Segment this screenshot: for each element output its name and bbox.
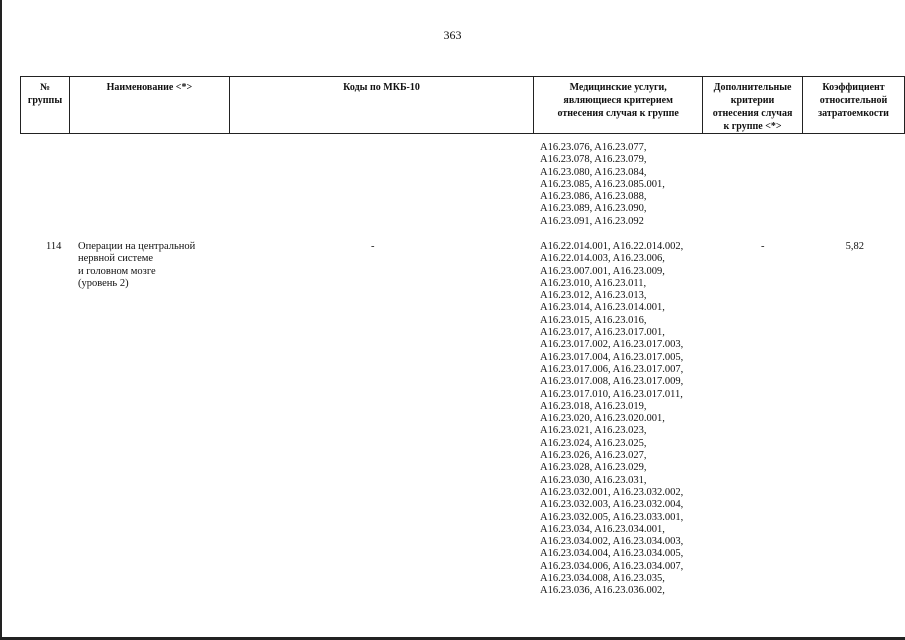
group-name-line: (уровень 2) — [78, 277, 129, 289]
code-line: A16.23.034.006, A16.23.034.007, — [540, 560, 684, 572]
header-services-line: отнесения случая к группе — [557, 108, 679, 119]
header-extra-criteria — [703, 77, 803, 134]
code-line: A16.23.017.004, A16.23.017.005, — [540, 351, 684, 363]
code-line: A16.23.032.003, A16.23.032.004, — [540, 499, 684, 511]
code-line: A16.23.076, A16.23.077, — [540, 142, 647, 153]
header-coef-line: затратоемкости — [818, 108, 889, 119]
code-line: A16.23.010, A16.23.011, — [540, 277, 647, 289]
page-border-left — [0, 0, 2, 640]
header-coef-line: относительной — [819, 95, 888, 106]
header-medical-services — [534, 77, 703, 134]
header-extra-line: критерии — [730, 95, 775, 106]
code-line: A16.23.017.010, A16.23.017.011, — [540, 388, 683, 400]
code-line: A16.23.028, A16.23.029, — [540, 462, 647, 474]
page-number: 363 — [443, 28, 462, 42]
code-line: A16.23.085, A16.23.085.001, — [540, 178, 665, 190]
header-name — [69, 77, 229, 134]
header-extra-line: Дополнительные — [713, 82, 792, 93]
code-line: A16.23.034.008, A16.23.035, — [540, 573, 665, 585]
code-line: A16.23.017.002, A16.23.017.003, — [540, 339, 684, 351]
code-line: A16.23.017.006, A16.23.017.007, — [540, 363, 684, 375]
code-line: A16.23.020, A16.23.020.001, — [540, 413, 665, 425]
header-mkb-line: Коды по МКБ-10 — [343, 82, 420, 93]
code-line: A16.23.012, A16.23.013, — [540, 290, 647, 302]
header-group-no-line: группы — [27, 95, 63, 106]
code-line: A16.23.030, A16.23.031, — [540, 474, 647, 486]
group-number: 114 — [46, 241, 62, 252]
code-line: A16.23.021, A16.23.023, — [540, 425, 647, 437]
code-line: A16.23.015, A16.23.016, — [540, 314, 647, 326]
code-line: A16.23.032.001, A16.23.032.002, — [540, 486, 684, 498]
code-line: A16.23.080, A16.23.084, — [540, 166, 647, 178]
code-line: A16.23.089, A16.23.090, — [540, 203, 647, 215]
header-extra-line: отнесения случая — [712, 108, 793, 119]
group-name-line: нервной системе — [78, 253, 154, 265]
code-line: A16.23.007.001, A16.23.009, — [540, 265, 665, 277]
code-line: A16.23.034.004, A16.23.034.005, — [540, 548, 684, 560]
header-coef-line: Коэффициент — [822, 82, 885, 93]
code-line: A16.23.036, A16.23.036.002, — [540, 585, 665, 597]
medical-service-codes — [540, 241, 683, 598]
code-line: A16.23.034.002, A16.23.034.003, — [540, 536, 684, 548]
code-line: A16.23.026, A16.23.027, — [540, 450, 647, 462]
continuation-codes — [540, 142, 665, 228]
table-header — [20, 76, 905, 134]
code-line: A16.23.078, A16.23.079, — [540, 154, 647, 166]
header-services-line: Медицинские услуги, — [569, 82, 667, 93]
code-line: A16.23.024, A16.23.025, — [540, 437, 647, 449]
group-name — [78, 241, 195, 290]
mkb-codes-value: - — [371, 241, 375, 252]
coefficient-value: 5,82 — [845, 241, 864, 252]
header-mkb-codes — [229, 77, 533, 134]
code-line: A16.23.014, A16.23.014.001, — [540, 302, 665, 314]
code-line: A16.22.014.001, A16.22.014.002, — [540, 241, 684, 252]
header-group-no-line: № — [39, 82, 51, 93]
code-line: A16.23.017.008, A16.23.017.009, — [540, 376, 684, 388]
header-name-line: Наименование <*> — [106, 82, 193, 93]
code-line: A16.23.018, A16.23.019, — [540, 400, 647, 412]
group-name-line: Операции на центральной — [78, 241, 196, 252]
code-line: A16.23.032.005, A16.23.033.001, — [540, 511, 684, 523]
code-line: A16.23.091, A16.23.092 — [540, 215, 644, 227]
header-coefficient — [803, 77, 905, 134]
code-line: A16.23.017, A16.23.017.001, — [540, 327, 665, 339]
header-extra-line: к группе <*> — [723, 121, 782, 132]
group-name-line: и головном мозге — [78, 265, 156, 277]
header-group-no — [21, 77, 70, 134]
code-line: A16.23.086, A16.23.088, — [540, 191, 647, 203]
extra-criteria-value: - — [761, 241, 765, 252]
code-line: A16.22.014.003, A16.23.006, — [540, 253, 665, 265]
header-services-line: являющиеся критерием — [563, 95, 673, 106]
code-line: A16.23.034, A16.23.034.001, — [540, 523, 665, 535]
